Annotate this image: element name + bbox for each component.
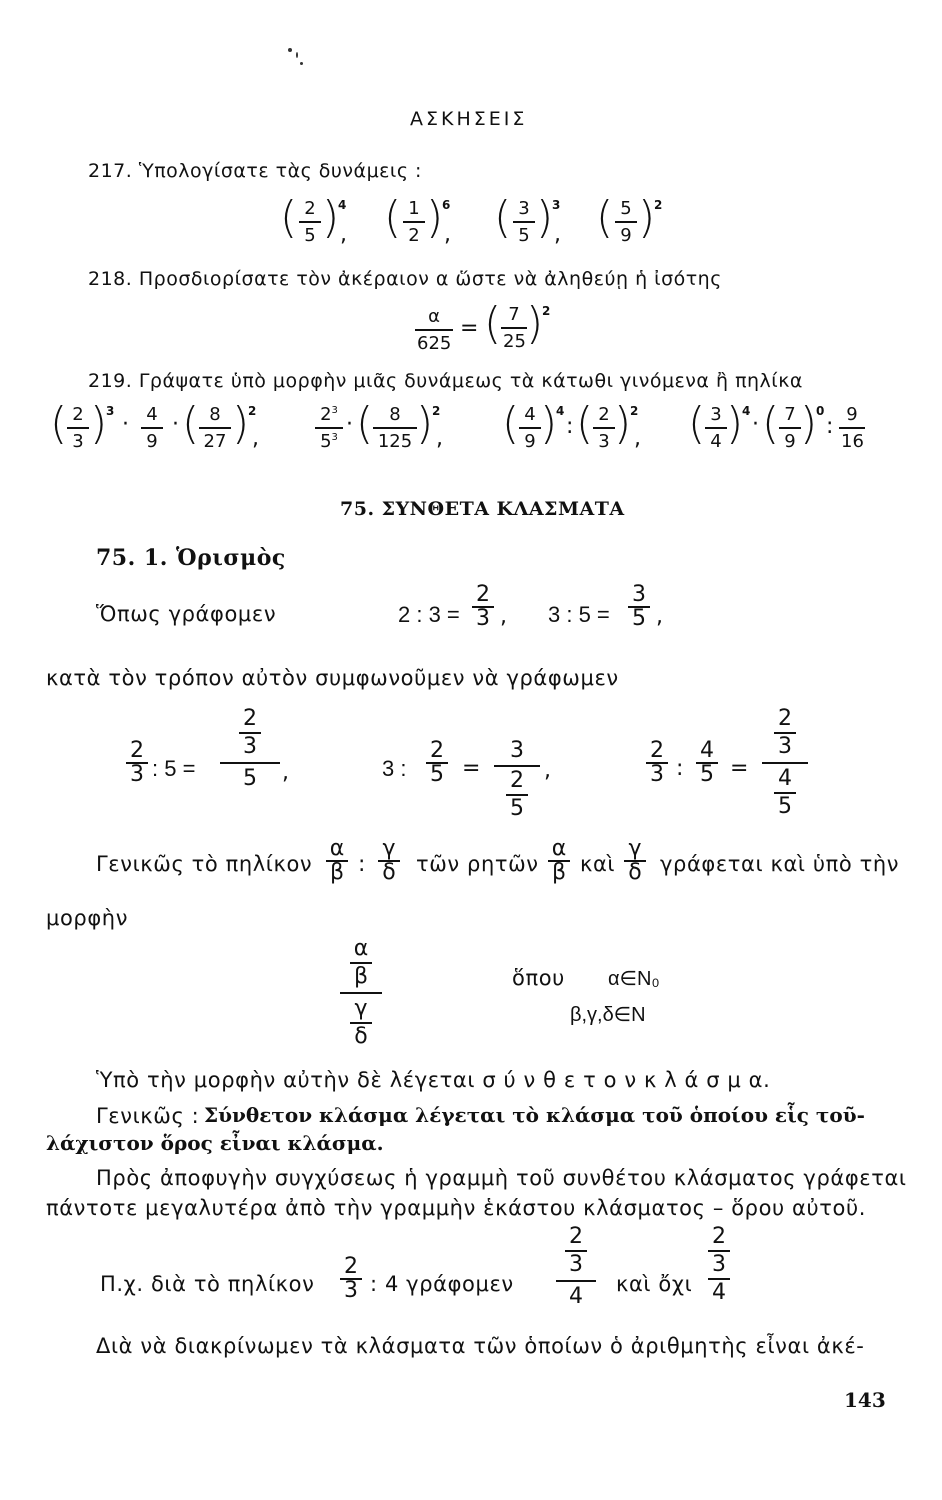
exercise-219-text: 219. Γράψατε ὑπὸ μορφὴν μιᾶς δυνάμεως τὰ κάτωθι γινόμενα ἢ πηλίκα [88, 370, 803, 392]
exponent: 0 [816, 404, 825, 418]
example-text-1: Π.χ. διὰ τὸ πηλίκον [100, 1272, 315, 1296]
numerator: 2 [476, 582, 490, 607]
denominator: 5 [304, 225, 316, 246]
numerator: 5 [620, 198, 632, 219]
text-line-3c: καὶ [580, 852, 616, 876]
paragraph-line-2: πάντοτε μεγαλυτέρα ἀπὸ τὴν γραμμὴν ἑκάστου κλάσματος – ὅρου αὐτοῦ. [46, 1196, 866, 1220]
numerator: 2 [304, 198, 316, 219]
numerator: 9 [846, 404, 858, 425]
general-compound-fraction: α β γ δ [340, 938, 382, 1048]
denominator: 9 [524, 431, 536, 452]
ex218-rhs-frac [500, 306, 528, 351]
equals-sign: = [460, 316, 479, 341]
definition-line-1: Σύνθετον κλάσμα λέγεται τὸ κλάσμα τοῦ ὁποίου εἷς τοῦ- [204, 1103, 865, 1127]
equals-sign: = [462, 756, 481, 781]
paren-left: ( [494, 192, 512, 243]
compound-incorrect: 2 3 4 [708, 1226, 730, 1304]
example-text-2: : 4 γράφομεν [370, 1272, 514, 1296]
print-speck [300, 62, 303, 65]
subsection-title: 75. 1. Ὁρισμὸς [96, 545, 286, 571]
comma: , [554, 222, 561, 247]
exponent: 2 [248, 404, 257, 418]
three-colon: 3 : [382, 756, 407, 781]
comma: , [634, 426, 641, 451]
denominator: 625 [417, 333, 452, 354]
frac [838, 406, 866, 451]
paragraph-line-1: Πρὸς ἀποφυγὴν συγχύσεως ἡ γραμμὴ τοῦ συνθέτου κλάσματος γράφεται [96, 1166, 907, 1190]
paren-right: ) [322, 192, 340, 243]
colon: : [676, 756, 684, 781]
text-line-3b: τῶν ρητῶν [416, 852, 539, 876]
denominator: 125 [377, 431, 413, 452]
condition-beta-gamma-delta: β,γ,δ∈N [570, 1004, 646, 1026]
colon: : [566, 414, 574, 439]
print-speck [288, 48, 292, 52]
where-label: ὅπου [512, 966, 565, 990]
paren-left: ( [280, 192, 298, 243]
paren-left: ( [182, 398, 200, 449]
numerator: 2 [72, 404, 84, 425]
paren-right: ) [416, 398, 434, 449]
numerator: 4 [524, 404, 536, 425]
text-line-3a: Γενικῶς τὸ πηλίκον [96, 852, 313, 876]
text-line-3d: γράφεται καὶ ὑπὸ τὴν [660, 852, 900, 876]
colon: : [826, 414, 834, 439]
comma: , [252, 426, 259, 451]
denominator: 25 [503, 331, 526, 352]
colon: : [358, 852, 366, 877]
denominator: 4 [710, 431, 722, 452]
denominator: 5 [518, 225, 530, 246]
numerator: 2 [598, 404, 610, 425]
exponent: 2 [542, 304, 551, 318]
denominator: 16 [841, 431, 864, 452]
paren-right: ) [426, 192, 444, 243]
paren-left: ( [576, 398, 594, 449]
frac [592, 406, 616, 451]
numerator: 3 [710, 404, 722, 425]
ex218-lhs-frac [414, 308, 454, 353]
compound-fraction: 3 2 5 [494, 740, 540, 820]
numerator: 3 [632, 582, 646, 607]
paren-right: ) [726, 398, 744, 449]
numerator: 8 [389, 404, 401, 425]
exponent: 2 [432, 404, 441, 418]
denominator: 9 [146, 431, 158, 452]
dot: · [346, 412, 353, 437]
condition-alpha: α∈N₀ [608, 968, 660, 990]
denominator: $5^3$ [320, 431, 338, 452]
paren-left: ( [688, 398, 706, 449]
equals-sign: = [730, 756, 749, 781]
comma: , [436, 426, 443, 451]
text-line-4: μορφὴν [46, 906, 129, 930]
text-line-2: κατὰ τὸν τρόπον αὐτὸν συμφωνοῦμεν νὰ γράφωμεν [46, 666, 619, 690]
dot: · [752, 412, 759, 437]
exercise-218-text: 218. Προσδιορίσατε τὸν ἀκέραιον α ὥστε νὰ ἀληθεύῃ ἡ ἰσότης [88, 268, 722, 290]
numerator: $2^3$ [320, 404, 338, 425]
frac-3-5 [628, 584, 650, 630]
paren-right: ) [614, 398, 632, 449]
paren-left: ( [596, 192, 614, 243]
frac-2-3: 2 3 [340, 1256, 362, 1302]
compound-fraction: 2 3 5 [220, 708, 280, 790]
comma: , [444, 222, 451, 247]
exponent: 4 [338, 198, 347, 212]
denominator: 27 [203, 431, 227, 452]
comma: , [544, 758, 551, 783]
paren-right: ) [800, 398, 818, 449]
frac [66, 406, 90, 451]
denominator: 3 [476, 606, 490, 631]
example-text-3: καὶ ὄχι [616, 1272, 693, 1296]
math-3-div-5: 3 : 5 = [548, 602, 610, 627]
paren-right: ) [90, 398, 108, 449]
numerator: 4 [146, 404, 158, 425]
definition-label: Γενικῶς : [96, 1104, 200, 1128]
section-title: 75. ΣΥΝΘΕΤΑ ΚΛΑΣΜΑΤΑ [340, 498, 625, 520]
exponent: 4 [742, 404, 751, 418]
compound-correct: 2 3 4 [556, 1226, 596, 1308]
denominator: 2 [408, 225, 420, 246]
denominator: 9 [620, 225, 632, 246]
exponent: 3 [552, 198, 561, 212]
frac-alpha-beta: α β [548, 838, 570, 884]
frac [314, 406, 344, 451]
paren-right: ) [540, 398, 558, 449]
frac: 2 5 [426, 740, 448, 786]
compound-fraction: 2 3 4 5 [762, 708, 808, 818]
denominator: 5 [632, 606, 646, 631]
math-2-div-3: 2 : 3 = [398, 602, 460, 627]
ex217-frac-2 [402, 200, 426, 245]
page-number: 143 [844, 1388, 886, 1412]
denominator: 3 [72, 431, 84, 452]
paren-left: ( [384, 192, 402, 243]
exponent: 3 [106, 404, 115, 418]
paren-left: ( [762, 398, 780, 449]
numerator: 7 [784, 404, 796, 425]
denominator: 3 [598, 431, 610, 452]
last-line: Διὰ νὰ διακρίνωμεν τὰ κλάσματα τῶν ὁποίων ὁ ἀριθμητὴς εἶναι ἀκέ- [96, 1334, 865, 1358]
exercises-heading: ΑΣΚΗΣΕΙΣ [410, 108, 528, 130]
exercise-217-text: 217. Ὑπολογίσατε τὰς δυνάμεις : [88, 160, 422, 182]
paren-left: ( [484, 298, 502, 349]
paren-left: ( [356, 398, 374, 449]
frac-gamma-delta: γ δ [624, 838, 646, 884]
exponent: 6 [442, 198, 451, 212]
comma: , [282, 760, 289, 785]
frac [198, 406, 232, 451]
paren-right: ) [536, 192, 554, 243]
ex217-frac-4 [614, 200, 638, 245]
exponent: 2 [630, 404, 639, 418]
text-line-1: Ὅπως γράφομεν [96, 602, 277, 626]
comma: , [500, 604, 507, 629]
dot: · [122, 412, 129, 437]
colon-5-eq: : 5 = [152, 756, 196, 781]
dot: · [172, 412, 179, 437]
ex217-frac-3 [512, 200, 536, 245]
definition-line-2: λάχιστον ὅρος εἶναι κλάσμα. [46, 1131, 384, 1155]
paragraph-compound-name: Ὑπὸ τὴν μορφὴν αὐτὴν δὲ λέγεται σ ύ ν θ ε τ ο ν κ λ ά σ μ α. [96, 1068, 771, 1092]
numerator: α [428, 306, 440, 327]
frac [372, 406, 418, 451]
comma: , [340, 222, 347, 247]
comma: , [656, 604, 663, 629]
paren-left: ( [50, 398, 68, 449]
denominator: 9 [784, 431, 796, 452]
frac-alpha-beta: α β [326, 838, 348, 884]
frac [778, 406, 802, 451]
numerator: 3 [518, 198, 530, 219]
paren-right: ) [232, 398, 250, 449]
frac: 4 5 [696, 740, 718, 786]
frac [518, 406, 542, 451]
numerator: 1 [408, 198, 420, 219]
print-speck [296, 52, 298, 58]
exponent: 4 [556, 404, 565, 418]
frac: 2 3 [646, 740, 668, 786]
exponent: 2 [654, 198, 663, 212]
ex217-frac-1 [298, 200, 322, 245]
numerator: 7 [508, 304, 520, 325]
frac-2-3 [472, 584, 494, 630]
numerator: 8 [209, 404, 221, 425]
paren-right: ) [526, 298, 544, 349]
frac-gamma-delta: γ δ [378, 838, 400, 884]
paren-left: ( [502, 398, 520, 449]
frac [140, 406, 164, 451]
paren-right: ) [638, 192, 656, 243]
frac: 2 3 [126, 740, 148, 786]
frac [704, 406, 728, 451]
